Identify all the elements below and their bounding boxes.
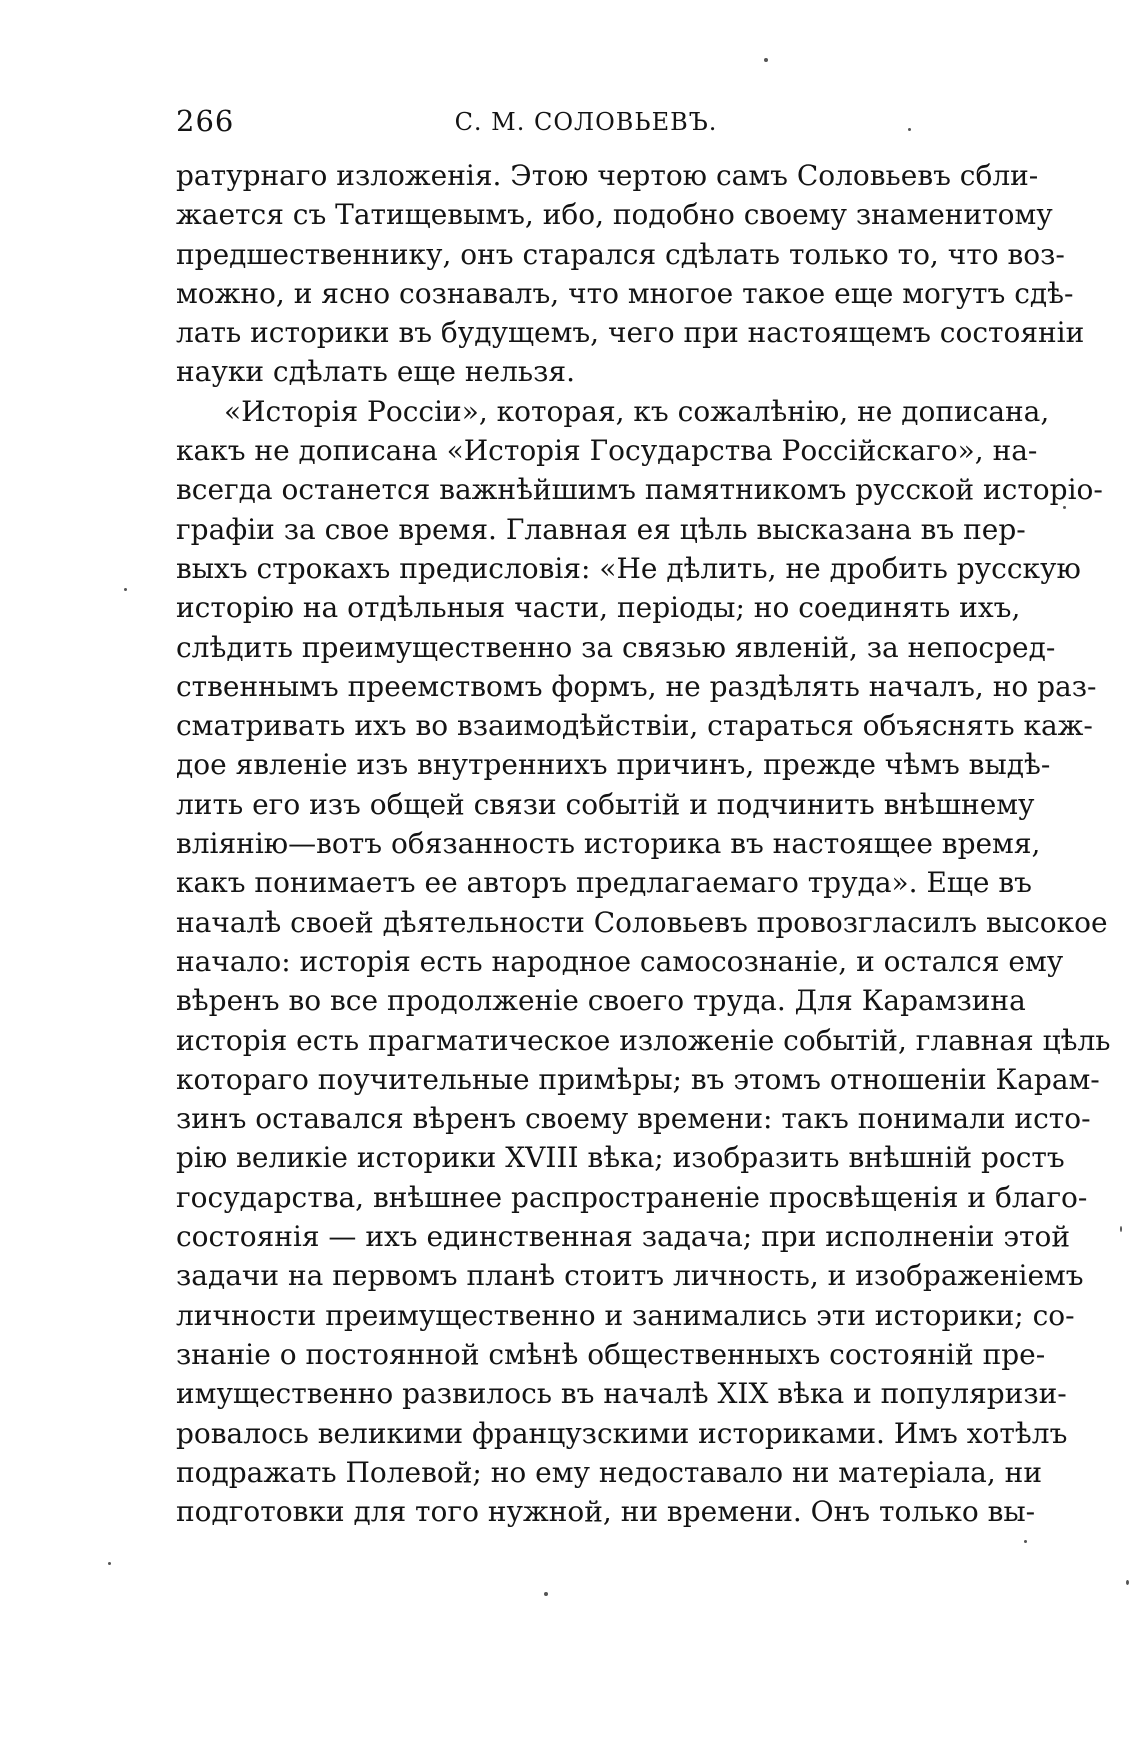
text-line: начало: исторія есть народное самосознаніе, и остался ему [176,944,1064,978]
text-line: ратурнаго изложенія. Этою чертою самъ Соловьевъ сбли- [176,159,1039,192]
text-line: вѣренъ во все продолженіе своего труда. Для Карамзина [176,984,1026,1018]
text-line: ровалось великими французскими историками. Имъ хотѣлъ [176,1416,1068,1450]
scan-speck [764,58,768,62]
text-line: котораго поучительные примѣры; въ этомъ отношеніи Карам- [176,1062,1100,1096]
text-line: слѣдить преимущественно за связью явленій, за непосред- [176,630,1056,664]
text-line: подготовки для того нужной, ни времени. Онъ только вы- [176,1495,1036,1529]
text-line: сматривать ихъ во взаимодѣйствіи, стараться объяснять каж- [176,709,1093,743]
text-line: государства, внѣшнее распространеніе просвѣщенія и благо- [176,1180,1088,1214]
body-text [176,156,1111,1531]
scan-speck [908,128,911,131]
scan-speck [544,1592,548,1596]
scan-speck [1120,1226,1122,1232]
text-line: лать историки въ будущемъ, чего при настоящемъ состояніи [176,316,1085,350]
text-line: какъ понимаетъ ее авторъ предлагаемаго труда». Еще въ [176,866,1032,900]
text-line: исторія есть прагматическое изложеніе событій, главная цѣль [176,1023,1111,1057]
text-line: можно, и ясно сознавалъ, что многое такое еще могутъ сдѣ- [176,276,1074,310]
text-line: подражать Полевой; но ему недоставало ни матеріала, ни [176,1455,1042,1489]
paragraph [176,156,1085,392]
scan-speck [1126,1580,1129,1585]
text-line: знаніе о постоянной смѣнѣ общественныхъ состояній пре- [176,1337,1046,1371]
page-number: 266 [176,104,235,138]
scan-speck [1063,506,1066,509]
text-line: выхъ строкахъ предисловія: «Не дѣлить, не дробить русскую [176,551,1081,585]
text-line: жается съ Татищевымъ, ибо, подобно своему знаменитому [176,198,1053,232]
text-line: науки сдѣлать еще нельзя. [176,355,575,389]
text-line: личности преимущественно и занимались эти историки; со- [176,1298,1075,1332]
text-line: предшественнику, онъ старался сдѣлать только то, что воз- [176,237,1065,271]
text-line: какъ не дописана «Исторія Государства Россійскаго», на- [176,434,1038,468]
text-line: имущественно развилось въ началѣ XIX вѣка и популяризи- [176,1377,1067,1411]
text-line: задачи на первомъ планѣ стоитъ личность, и изображеніемъ [176,1259,1084,1293]
scan-speck [124,588,127,591]
text-line: «Исторія Россіи», которая, къ сожалѣнію, не дописана, [224,394,1050,428]
text-line: дое явленіе изъ внутреннихъ причинъ, прежде чѣмъ выдѣ- [176,748,1051,782]
page-header [176,104,996,144]
text-line: графіи за свое время. Главная ея цѣль высказана въ пер- [176,512,1026,546]
text-line: исторію на отдѣльныя части, періоды; но соединять ихъ, [176,591,1021,625]
text-line: зинъ оставался вѣренъ своему времени: такъ понимали исто- [176,1102,1091,1136]
running-head: С. М. СОЛОВЬЕВЪ. [454,108,718,136]
text-line: вліянію—вотъ обязанность историка въ настоящее время, [176,827,1041,861]
text-line: всегда останется важнѣйшимъ памятникомъ русской исторіо- [176,473,1103,507]
text-line: началѣ своей дѣятельности Соловьевъ провозгласилъ высокое [176,905,1108,939]
text-line: рію великіе историки XVIII вѣка; изобразить внѣшній ростъ [176,1141,1065,1175]
text-line: ственнымъ преемствомъ формъ, не раздѣлять началъ, но раз- [176,669,1097,703]
scan-speck [1024,1540,1027,1543]
paragraph [176,392,1111,1532]
scan-speck [108,1562,111,1565]
text-line: лить его изъ общей связи событій и подчинить внѣшнему [176,787,1035,821]
text-line: состоянія — ихъ единственная задача; при исполненіи этой [176,1220,1071,1254]
